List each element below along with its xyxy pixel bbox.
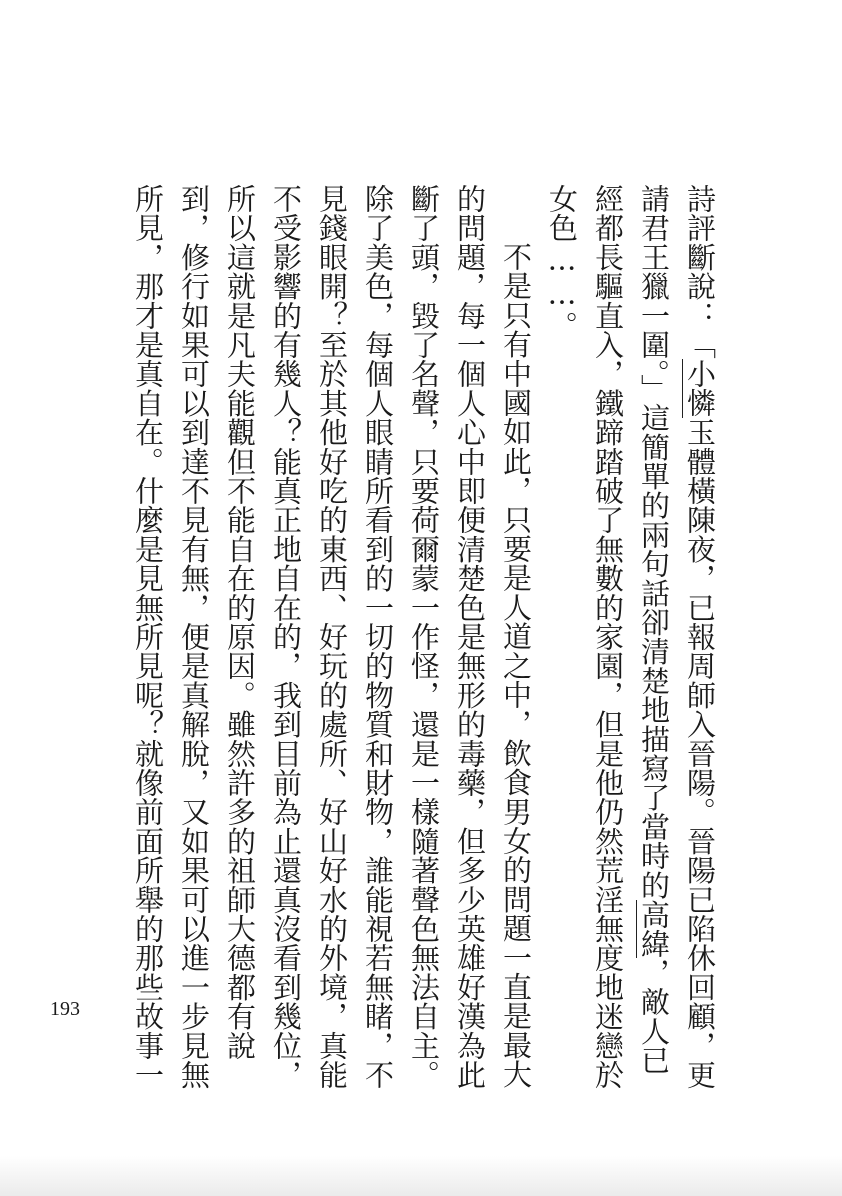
- page-bottom-shadow: [0, 1156, 842, 1196]
- text-column-5-paragraph-start: [496, 184, 536, 1089]
- text-run: 的問題，每一個人心中即便清楚色是無形的毒藥，但多少英雄好漢為此: [453, 184, 487, 1090]
- text-run: 到，修行如果可以到達不見有無，便是真解脫，又如果可以進一步見無: [177, 184, 211, 1090]
- text-column-4: [542, 184, 582, 340]
- text-column-8: [358, 184, 398, 1089]
- text-column-13: [128, 184, 168, 1089]
- text-column-2: [634, 184, 674, 1075]
- text-run: 不受影響的有幾人？能真正地自在的，我到目前為止還真沒看到幾位，: [269, 184, 303, 1090]
- text-column-11: [220, 184, 260, 1060]
- text-column-9: [312, 184, 352, 1089]
- proper-name-underlined: 小憐: [683, 359, 717, 418]
- text-column-6: [450, 184, 490, 1089]
- text-run: 見錢眼開？至於其他好吃的東西、好玩的處所、好山好水的外境，真能: [315, 184, 349, 1090]
- text-run: 斷了頭，毀了名聲，只要荷爾蒙一作怪，還是一樣隨著聲色無法自主。: [407, 184, 441, 1090]
- text-column-10: [266, 184, 306, 1089]
- text-run: 詩評斷說：「: [683, 184, 717, 360]
- proper-name-underlined: 高緯: [637, 899, 671, 958]
- page-number: 193: [50, 998, 80, 1020]
- text-run: 所見，那才是真自在。什麼是見無所見呢？就像前面所舉的那些故事一: [131, 184, 165, 1090]
- text-run: ，敵人已: [637, 957, 671, 1075]
- text-run: 不是只有中國如此，只要是人道之中，飲食男女的問題一直是最大: [499, 242, 533, 1089]
- text-column-1: [680, 184, 720, 1089]
- text-column-7: [404, 184, 444, 1089]
- text-column-3: [588, 184, 628, 1089]
- text-run: 除了美色，每個人眼睛所看到的一切的物質和財物，誰能視若無睹，不: [361, 184, 395, 1090]
- text-run: 請君王獵一圍。」這簡單的兩句話卻清楚地描寫了當時的: [637, 184, 671, 900]
- text-run: 女色……。: [545, 184, 579, 340]
- text-column-12: [174, 184, 214, 1089]
- text-run: 經都長驅直入，鐵蹄踏破了無數的家園，但是他仍然荒淫無度地迷戀於: [591, 184, 625, 1090]
- text-run: 玉體橫陳夜，已報周師入晉陽。晉陽已陷休回顧，更: [683, 417, 717, 1090]
- text-run: 所以這就是凡夫能觀但不能自在的原因。雖然許多的祖師大德都有說: [223, 184, 257, 1060]
